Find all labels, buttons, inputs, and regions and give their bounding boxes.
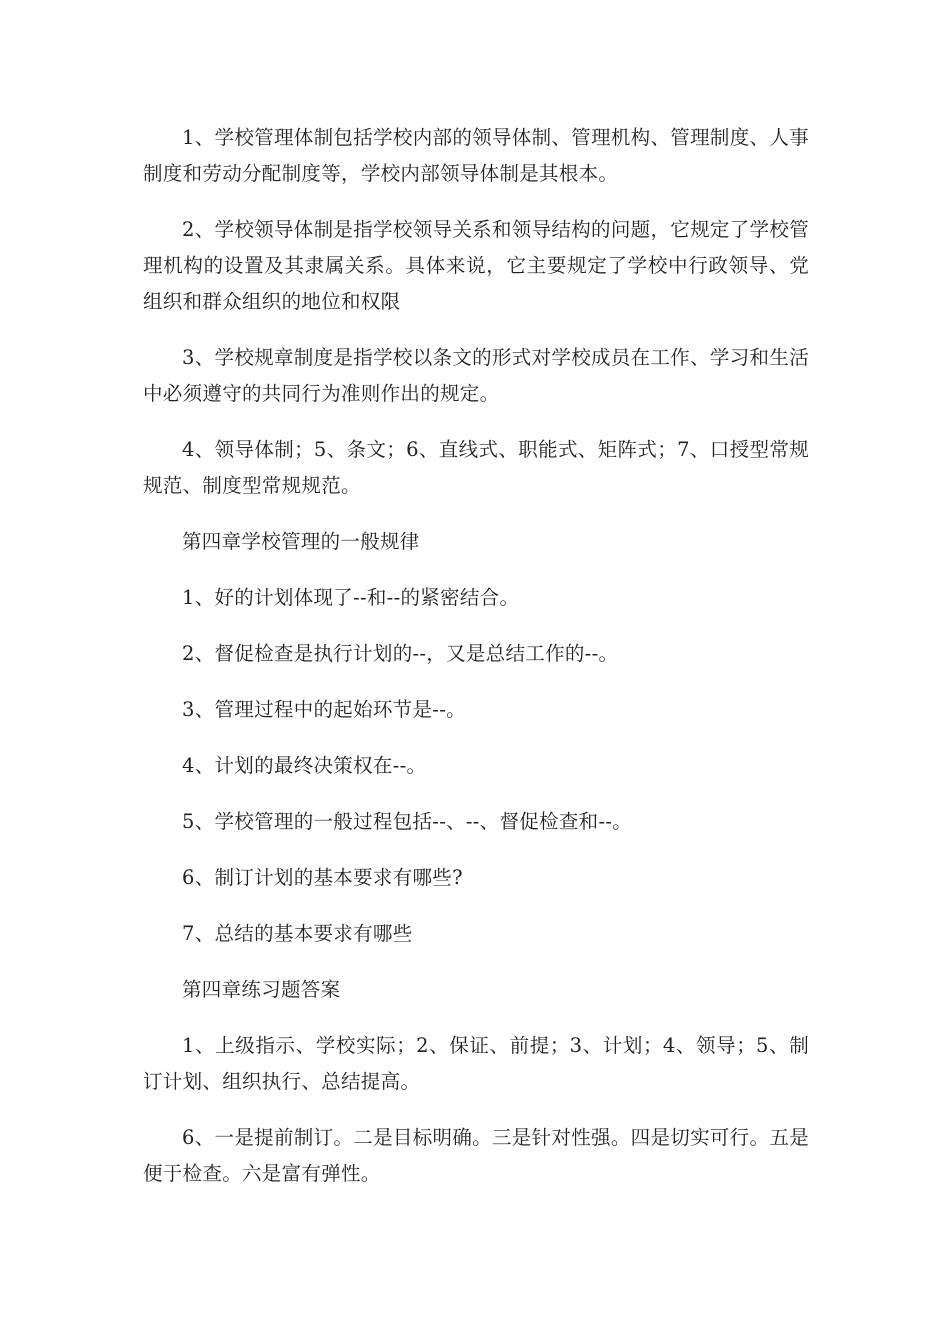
question-1: 1、好的计划体现了--和--的紧密结合。: [182, 586, 520, 609]
question-2: 2、督促检查是执行计划的--，又是总结工作的--。: [182, 642, 619, 665]
paragraph-leadership-system: 2、学校领导体制是指学校领导关系和领导结构的问题，它规定了学校管理机构的设置及其隶属关系。具体来说，它主要规定了学校中行政领导、党组织和群众组织的地位和权限: [143, 218, 809, 313]
answers-1-5: 1、上级指示、学校实际；2、保证、前提；3、计划；4、领导；5、制订计划、组织执行、总结提高。: [143, 1034, 809, 1093]
question-4: 4、计划的最终决策权在--。: [182, 754, 427, 777]
chapter-4-title: 第四章学校管理的一般规律: [182, 530, 420, 553]
question-3: 3、管理过程中的起始环节是--。: [182, 698, 466, 721]
question-6: 6、制订计划的基本要求有哪些?: [182, 866, 463, 889]
question-5: 5、学校管理的一般过程包括--、--、督促检查和--。: [182, 810, 633, 833]
paragraph-management-system: 1、学校管理体制包括学校内部的领导体制、管理机构、管理制度、人事制度和劳动分配制度等，学校内部领导体制是其根本。: [143, 126, 809, 185]
answer-6: 6、一是提前制订。二是目标明确。三是针对性强。四是切实可行。五是便于检查。六是富有弹性。: [143, 1126, 809, 1185]
paragraph-answers-4-7: 4、领导体制；5、条文；6、直线式、职能式、矩阵式；7、口授型常规规范、制度型常规规范。: [143, 438, 809, 497]
paragraph-rules-regulations: 3、学校规章制度是指学校以条文的形式对学校成员在工作、学习和生活中必须遵守的共同行为准则作出的规定。: [143, 346, 809, 405]
chapter-4-answers-title: 第四章练习题答案: [182, 978, 341, 1001]
document-body: [143, 120, 809, 1212]
question-7: 7、总结的基本要求有哪些: [182, 922, 413, 945]
